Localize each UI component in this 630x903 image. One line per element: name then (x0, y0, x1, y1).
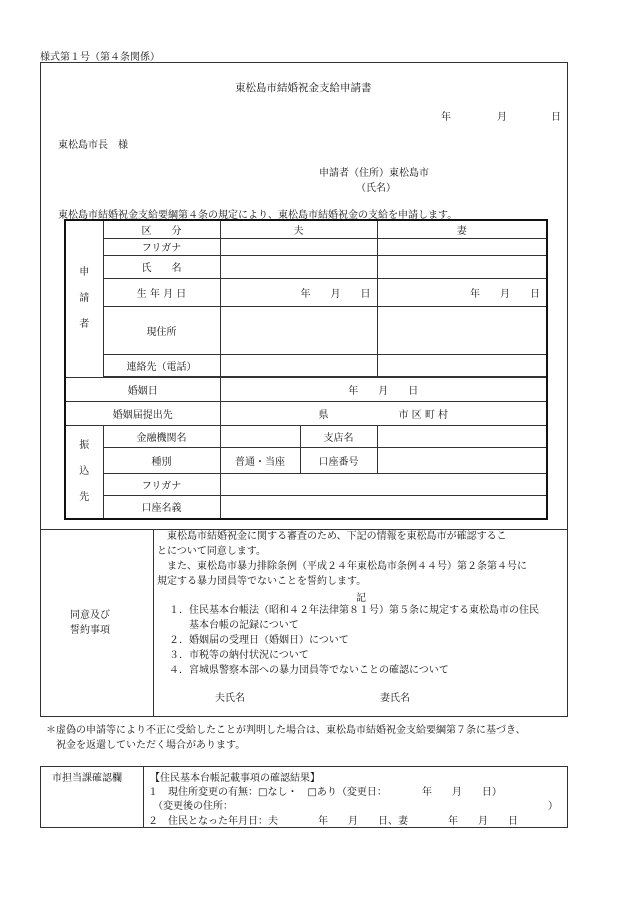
contact-label: 連絡先（電話） (103, 354, 220, 376)
marriage-office-field[interactable]: 県 市 区 町 村 (220, 401, 547, 425)
wife-address-field[interactable] (377, 306, 547, 354)
warning-note-line2: 祝金を返還していただく場合があります。 (46, 740, 246, 751)
bank-name-field[interactable] (220, 425, 300, 447)
name-label: 氏 名 (103, 255, 220, 278)
date-day: 日 (551, 112, 561, 123)
warning-note-line1: ＊虚偽の申請等により不正に受給したことが判明した場合は、東松島市結婚祝金支給要綱第７条に基づき、 (46, 725, 526, 736)
account-holder-field[interactable] (220, 495, 547, 519)
consent-items (169, 603, 539, 678)
transfer-furigana-field[interactable] (220, 473, 547, 495)
husband-signature-label: 夫氏名 (215, 693, 245, 704)
account-type-value[interactable]: 普通・当座 (220, 447, 300, 473)
current-address-label: 現住所 (103, 306, 220, 354)
account-type-label: 種別 (103, 447, 220, 473)
consent-line: また、東松島市暴力排除条例（平成２４年東松島市条例４４号）第２条第４号に (157, 561, 527, 572)
consent-body (157, 529, 527, 589)
husband-contact-field[interactable] (220, 354, 377, 376)
wife-birthdate-field[interactable]: 年 月 日 (377, 278, 547, 306)
husband-name-field[interactable] (220, 255, 377, 278)
furigana-label: フリガナ (103, 238, 220, 255)
consent-line: 東松島市結婚祝金に関する審査のため、下記の情報を東松島市が確認するこ (157, 531, 507, 542)
wife-signature-label: 妻氏名 (380, 693, 410, 704)
header-husband: 夫 (220, 220, 377, 238)
husband-birthdate-field[interactable]: 年 月 日 (220, 278, 377, 306)
applicant-name-label: （氏名） (356, 183, 396, 194)
account-holder-label: 口座名義 (103, 495, 220, 519)
marriage-date-field[interactable]: 年 月 日 (220, 377, 547, 401)
consent-label: 同意及び 誓約事項 (70, 610, 110, 636)
residence-date-line: ２ 住民となった年月日：夫 年 月 日、妻 年 月 日 (148, 816, 518, 827)
bank-name-label: 金融機関名 (103, 425, 220, 447)
header-kubun: 区 分 (103, 220, 220, 238)
ki-label: 記 (356, 593, 366, 604)
intro-text: 東松島市結婚祝金支給要綱第４条の規定により、東松島市結婚祝金の支給を申請します。 (58, 210, 458, 221)
header-wife: 妻 (377, 220, 547, 238)
consent-item: 基本台帳の記録について (169, 620, 299, 631)
address-change-line: １ 現住所変更の有無：□なし・ □あり（変更日： 年 月 日） (148, 787, 502, 798)
husband-furigana-field[interactable] (220, 238, 377, 255)
staff-confirmation-label: 市担当課確認欄 (52, 773, 122, 784)
consent-item: １．住民基本台帳法（昭和４２年法律第８１号）第５条に規定する東松島市の住民 (169, 605, 539, 616)
addressee: 東松島市長 様 (58, 140, 128, 151)
branch-name-field[interactable] (377, 425, 547, 447)
form-title: 東松島市結婚祝金支給申請書 (235, 82, 372, 94)
wife-contact-field[interactable] (377, 354, 547, 376)
marriage-office-label: 婚姻届提出先 (65, 401, 220, 425)
birthdate-label: 生 年 月 日 (103, 278, 220, 306)
form-number: 様式第１号（第４条関係） (40, 52, 160, 63)
consent-item: ２．婚姻届の受理日（婚姻日）について (169, 635, 349, 646)
wife-furigana-field[interactable] (377, 238, 547, 255)
date-year: 年 (441, 112, 451, 123)
wife-name-field[interactable] (377, 255, 547, 278)
account-number-field[interactable] (377, 447, 547, 473)
transfer-furigana-label: フリガナ (103, 473, 220, 495)
date-month: 月 (497, 112, 507, 123)
consent-item: ３．市税等の納付状況について (169, 650, 309, 661)
account-number-label: 口座番号 (300, 447, 377, 473)
application-table (64, 219, 548, 520)
confirmation-heading: 【住民基本台帳記載事項の確認結果】 (150, 773, 320, 784)
consent-divider-vertical (153, 529, 154, 717)
consent-item: ４．宮城県警察本部への暴力団員等でないことの確認について (169, 665, 449, 676)
branch-name-label: 支店名 (300, 425, 377, 447)
new-address-line-end: ） (548, 801, 558, 812)
husband-address-field[interactable] (220, 306, 377, 354)
consent-line: とについて同意します。 (157, 546, 266, 557)
applicant-address-label: 申請者（住所）東松島市 (319, 168, 429, 179)
staff-confirmation-divider (143, 766, 144, 828)
marriage-date-label: 婚姻日 (65, 377, 220, 401)
transfer-group-label: 振 込 先 (65, 425, 103, 519)
new-address-line: （変更後の住所： (148, 801, 233, 812)
consent-line: 規定する暴力団員等でないことを誓約します。 (157, 576, 367, 587)
applicant-group-label: 申 請 者 (65, 220, 103, 377)
